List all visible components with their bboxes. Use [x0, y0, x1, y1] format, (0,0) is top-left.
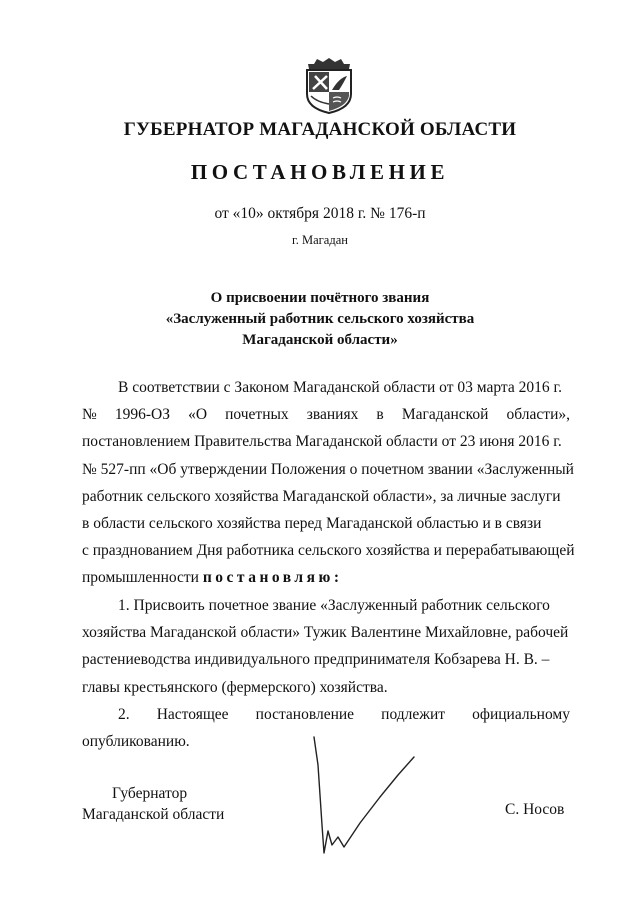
- justified-line: [82, 401, 570, 428]
- date-line: от «10» октября 2018 г. № 176-п: [214, 205, 426, 222]
- subject-heading: [0, 288, 640, 351]
- subject-line: «Заслуженный работник сельского хозяйства: [165, 311, 475, 327]
- position-line: Губернатор: [112, 785, 188, 802]
- paragraph-2: [82, 592, 570, 701]
- word: Настоящее: [156, 706, 229, 723]
- text-line: работник сельского хозяйства Магаданской области», за личные заслуги: [82, 487, 561, 505]
- text-line: с празднованием Дня работника сельского хозяйства и перерабатывающей: [82, 542, 575, 560]
- word: 2.: [118, 706, 130, 723]
- word: постановление: [255, 706, 355, 723]
- word: области»,: [506, 406, 570, 424]
- word: 1996-ОЗ: [114, 406, 170, 424]
- paragraph-1: [82, 374, 575, 592]
- justified-line: [82, 701, 570, 728]
- subject-line: Магаданской области»: [242, 332, 398, 348]
- text-line: № 527-пп «Об утверждении Положения о почетном звании «Заслуженный: [82, 460, 574, 478]
- text-fragment: промышленности: [82, 569, 203, 587]
- word: №: [82, 406, 97, 424]
- text-line: в области сельского хозяйства перед Магаданской областью и в связи: [82, 514, 542, 532]
- text-line: В соответствии с Законом Магаданской области от 03 марта 2016 г.: [118, 379, 562, 396]
- word: «О: [188, 406, 208, 424]
- city-line: г. Магадан: [292, 233, 348, 247]
- word: подлежит: [381, 706, 446, 723]
- text-line: хозяйства Магаданской области» Тужик Валентине Михайловне, рабочей: [82, 624, 569, 642]
- word: Магаданской: [401, 406, 489, 424]
- word: званиях: [306, 406, 359, 424]
- signatory-name: С. Носов: [505, 801, 565, 818]
- text-line: растениеводства индивидуального предпринимателя Кобзарева Н. В. –: [82, 651, 550, 669]
- text-line: опубликованию.: [82, 733, 190, 751]
- issuer-title: ГУБЕРНАТОР МАГАДАНСКОЙ ОБЛАСТИ: [123, 119, 517, 140]
- subject-line: О присвоении почётного звания: [210, 290, 430, 306]
- signatory-position: [82, 783, 224, 825]
- coat-of-arms-icon: [303, 56, 355, 114]
- text-line: постановлением Правительства Магаданской области от 23 июня 2016 г.: [82, 433, 562, 451]
- handwritten-signature: [310, 735, 420, 860]
- text-line: главы крестьянского (фермерского) хозяйства.: [82, 678, 388, 696]
- word: официальному: [472, 706, 570, 723]
- word: почетных: [225, 406, 289, 424]
- document-type: ПОСТАНОВЛЕНИЕ: [190, 160, 450, 184]
- word: в: [376, 406, 384, 424]
- text-line: 1. Присвоить почетное звание «Заслуженный работник сельского: [118, 597, 550, 614]
- decree-keyword: постановляю:: [202, 569, 343, 587]
- position-line: Магаданской области: [82, 806, 225, 823]
- text-line: [82, 564, 570, 591]
